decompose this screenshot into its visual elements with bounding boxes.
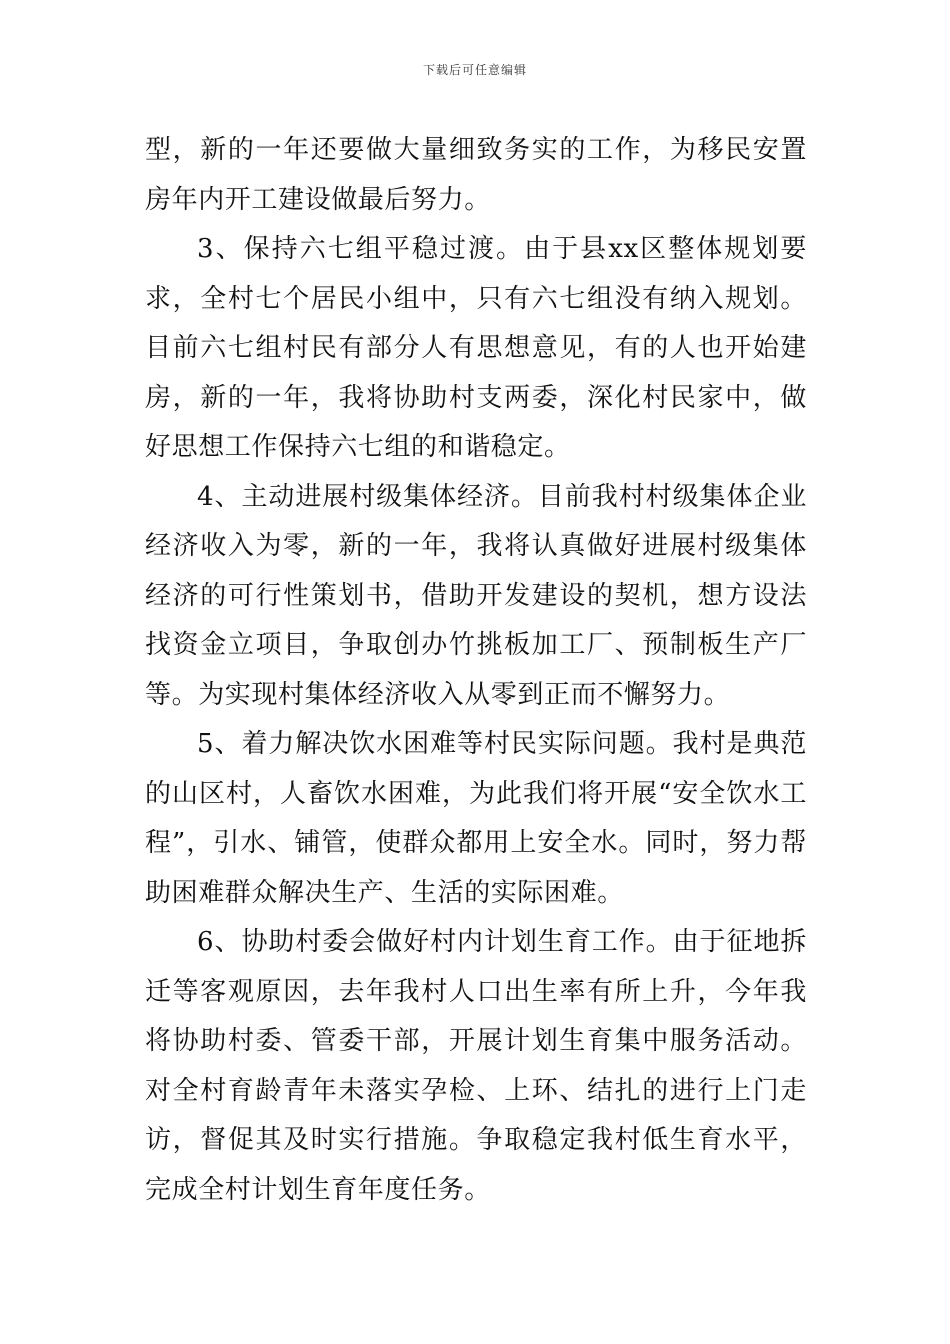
paragraph-item-3: 3、保持六七组平稳过渡。由于县xx区整体规划要求，全村七个居民小组中，只有六七组没有纳入规划。目前六七组村民有部分人有思想意见，有的人也开始建房，新的一年，我将协助村支两委，深化村民家中，做好思想工作保持六七组的和谐稳定。 bbox=[145, 234, 807, 462]
paragraph-continuation: 型，新的一年还要做大量细致务实的工作，为移民安置房年内开工建设做最后努力。 bbox=[145, 135, 807, 215]
paragraph-item-6: 6、协助村委会做好村内计划生育工作。由于征地拆迁等客观原因，去年我村人口出生率有所上升，今年我将协助村委、管委干部，开展计划生育集中服务活动。对全村育龄青年未落实孕检、上环、结扎的进行上门走访，督促其及时实行措施。争取稳定我村低生育水平，完成全村计划生育年度任务。 bbox=[145, 927, 807, 1205]
document-body bbox=[145, 126, 807, 1215]
paragraph-item-4: 4、主动进展村级集体经济。目前我村村级集体企业经济收入为零，新的一年，我将认真做好进展村级集体经济的可行性策划书，借助开发建设的契机，想方设法找资金立项目，争取创办竹挑板加工厂、预制板生产厂等。为实现村集体经济收入从零到正而不懈努力。 bbox=[145, 481, 807, 710]
paragraph-item-5: 5、着力解决饮水困难等村民实际问题。我村是典范的山区村，人畜饮水困难，为此我们将开展“安全饮水工程”，引水、铺管，使群众都用上安全水。同时，努力帮助困难群众解决生产、生活的实际困难。 bbox=[145, 729, 807, 908]
page-header-note: 下载后可任意编辑 bbox=[422, 63, 527, 77]
